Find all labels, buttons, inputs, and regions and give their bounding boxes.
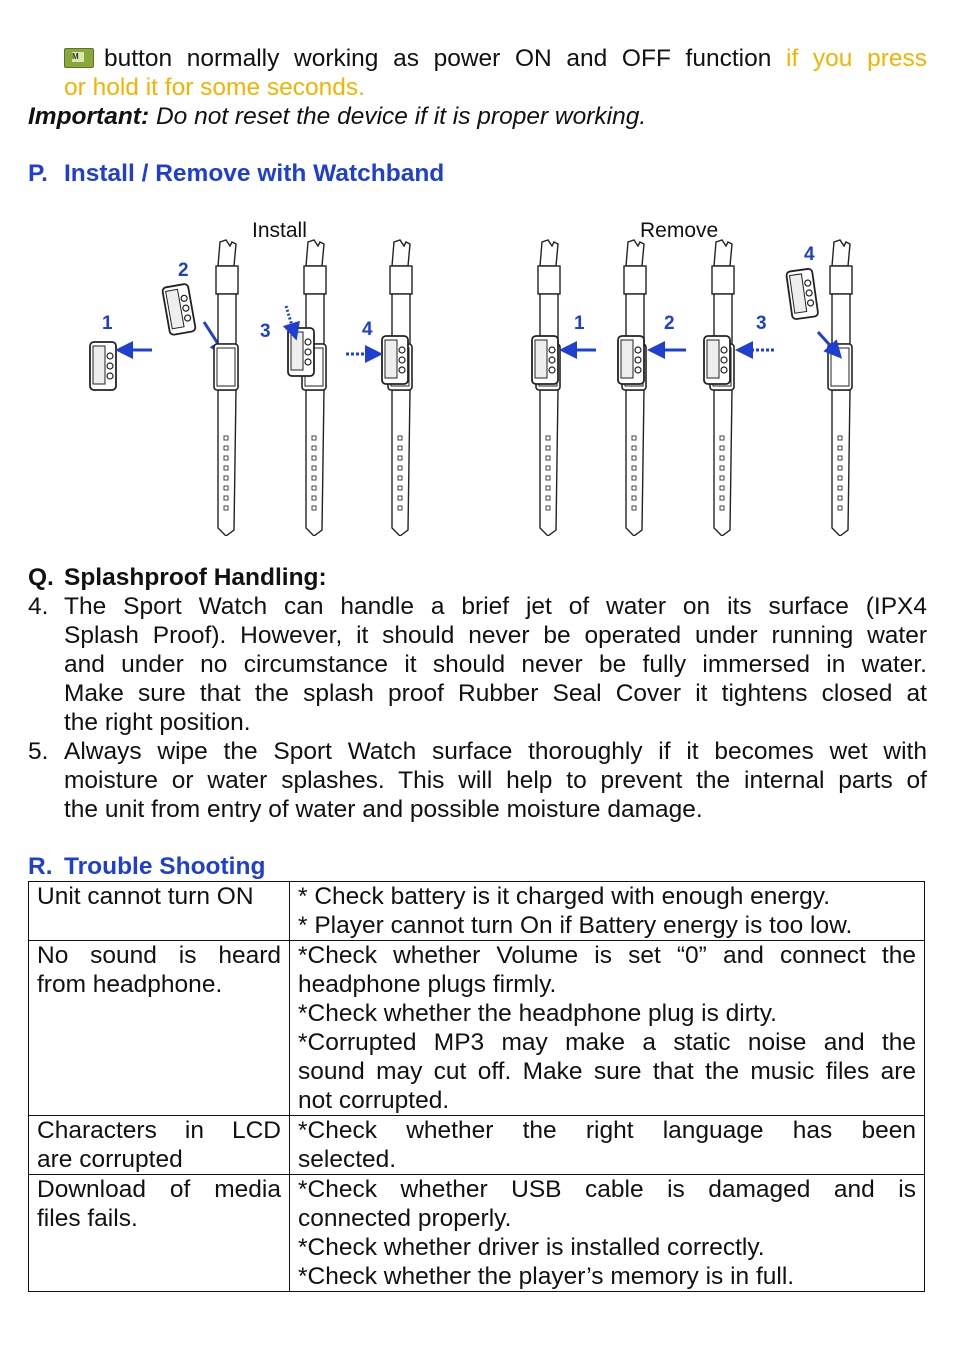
section-r-title: Trouble Shooting bbox=[64, 853, 266, 880]
section-p-heading bbox=[28, 159, 444, 188]
list-item-line: moisture or water splashes. This will help to prevent the internal parts of bbox=[64, 767, 927, 794]
table-row bbox=[29, 1116, 925, 1175]
table-row bbox=[29, 941, 925, 1116]
list-item-line: Always wipe the Sport Watch surface thoroughly if it becomes wet with bbox=[64, 738, 927, 765]
install-sequence bbox=[90, 240, 412, 536]
list-item bbox=[28, 737, 927, 824]
install-label: Install bbox=[252, 219, 307, 242]
remove-step-4: 4 bbox=[804, 244, 815, 265]
problem-line: No sound is heard bbox=[37, 942, 281, 969]
solution-line: sound may cut off. Make sure that the music files are bbox=[298, 1058, 916, 1085]
solution-cell bbox=[290, 941, 925, 1116]
problem-line: are corrupted bbox=[37, 1146, 183, 1173]
intro-yellow-1: if you press bbox=[786, 45, 927, 72]
install-device-3 bbox=[288, 328, 314, 376]
table-row bbox=[29, 1175, 925, 1292]
solution-cell bbox=[290, 1116, 925, 1175]
remove-label: Remove bbox=[640, 219, 719, 242]
section-q-heading bbox=[28, 563, 327, 592]
problem-cell bbox=[29, 1116, 290, 1175]
remove-step-2: 2 bbox=[664, 313, 675, 334]
solution-line: * Player cannot turn On if Battery energy is too low. bbox=[298, 912, 853, 939]
important-text: Do not reset the device if it is proper working. bbox=[155, 103, 647, 130]
list-item-number: 5. bbox=[28, 738, 49, 765]
problem-line: files fails. bbox=[37, 1205, 138, 1232]
problem-line: Unit cannot turn ON bbox=[37, 883, 254, 910]
install-strap-3 bbox=[302, 240, 326, 536]
remove-strap-3 bbox=[710, 240, 734, 536]
splashproof-list bbox=[28, 592, 927, 824]
remove-strap-1 bbox=[536, 240, 560, 536]
problem-line: Characters in LCD bbox=[37, 1117, 281, 1144]
section-q-letter: Q. bbox=[28, 564, 54, 591]
list-item-line: Splash Proof). However, it should never be operated under running water bbox=[64, 622, 927, 649]
solution-line: headphone plugs firmly. bbox=[298, 971, 557, 998]
solution-line: *Check whether Volume is set “0” and connect the bbox=[298, 942, 916, 969]
problem-cell bbox=[29, 882, 290, 941]
section-q-title: Splashproof Handling: bbox=[64, 564, 327, 591]
section-p-title: Install / Remove with Watchband bbox=[64, 160, 445, 187]
section-r-heading bbox=[28, 852, 265, 881]
solution-line: *Check whether USB cable is damaged and is bbox=[298, 1176, 916, 1203]
remove-step-1: 1 bbox=[574, 313, 585, 334]
solution-line: *Check whether driver is installed correctly. bbox=[298, 1234, 765, 1261]
list-item-line: the unit from entry of water and possible moisture damage. bbox=[64, 796, 703, 823]
solution-line: *Corrupted MP3 may make a static noise and the bbox=[298, 1029, 916, 1056]
solution-cell bbox=[290, 1175, 925, 1292]
install-strap-2 bbox=[214, 240, 238, 536]
install-step-2: 2 bbox=[178, 260, 189, 281]
m-button-icon: M bbox=[64, 48, 94, 68]
list-item-line: and under no circumstance it should never be fully immersed in water. bbox=[64, 651, 927, 678]
section-p-letter: P. bbox=[28, 160, 48, 187]
watchband-figure bbox=[80, 236, 870, 536]
remove-device-3 bbox=[704, 336, 730, 384]
solution-line: *Check whether the right language has been bbox=[298, 1117, 916, 1144]
install-device-2 bbox=[162, 283, 196, 335]
solution-line: * Check battery is it charged with enough energy. bbox=[298, 883, 831, 910]
list-item-number: 4. bbox=[28, 593, 49, 620]
problem-cell bbox=[29, 941, 290, 1116]
solution-line: connected properly. bbox=[298, 1205, 512, 1232]
install-strap-4 bbox=[388, 240, 412, 536]
install-step-4: 4 bbox=[362, 319, 373, 340]
remove-device-2 bbox=[618, 336, 644, 384]
remove-strap-4 bbox=[828, 240, 852, 536]
problem-cell bbox=[29, 1175, 290, 1292]
solution-line: *Check whether the player’s memory is in full. bbox=[298, 1263, 795, 1290]
intro-line-1 bbox=[64, 44, 927, 73]
important-label: Important: bbox=[28, 103, 150, 130]
install-step-1: 1 bbox=[102, 313, 113, 334]
remove-sequence bbox=[532, 240, 852, 536]
list-item-line: Make sure that the splash proof Rubber Seal Cover it tightens closed at bbox=[64, 680, 927, 707]
solution-line: selected. bbox=[298, 1146, 397, 1173]
solution-line: *Check whether the headphone plug is dirty. bbox=[298, 1000, 777, 1027]
intro-yellow-2: or hold it for some seconds. bbox=[64, 74, 365, 101]
remove-strap-2 bbox=[622, 240, 646, 536]
remove-device-4 bbox=[786, 268, 818, 319]
intro-text: button normally working as power ON and OFF function bbox=[104, 45, 772, 72]
table-row bbox=[29, 882, 925, 941]
list-item-line: the right position. bbox=[64, 709, 251, 736]
important-note bbox=[28, 102, 646, 131]
remove-step-3: 3 bbox=[756, 313, 767, 334]
section-r-letter: R. bbox=[28, 853, 53, 880]
problem-line: from headphone. bbox=[37, 971, 223, 998]
list-item bbox=[28, 592, 927, 737]
list-item-line: The Sport Watch can handle a brief jet of water on its surface (IPX4 bbox=[64, 593, 927, 620]
trouble-shooting-table bbox=[28, 881, 925, 1292]
install-device-4 bbox=[382, 336, 408, 384]
remove-device-1 bbox=[532, 336, 558, 384]
solution-line: not corrupted. bbox=[298, 1087, 450, 1114]
solution-cell bbox=[290, 882, 925, 941]
problem-line: Download of media bbox=[37, 1176, 281, 1203]
install-step-3: 3 bbox=[260, 321, 271, 342]
install-device-1 bbox=[90, 342, 116, 390]
intro-paragraph bbox=[64, 44, 927, 102]
